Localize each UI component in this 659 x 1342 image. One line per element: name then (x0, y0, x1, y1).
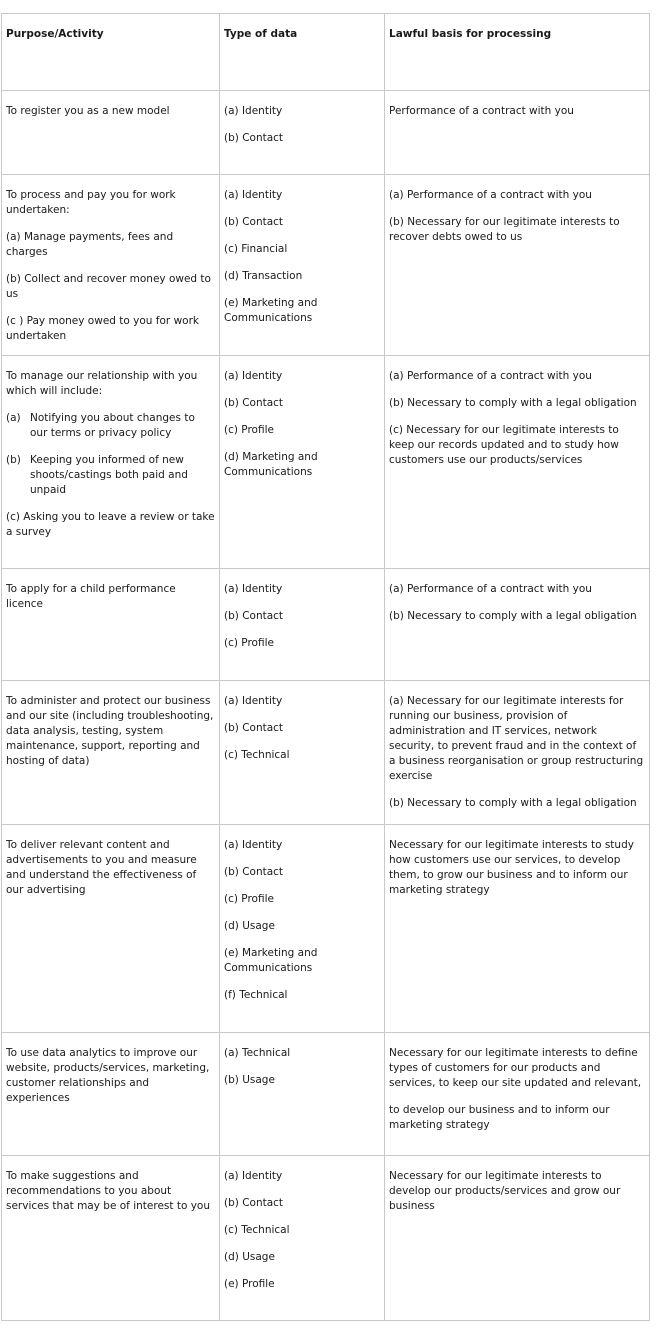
data-type-item: (c) Technical (224, 749, 290, 761)
lawful-basis-cell (385, 1033, 650, 1156)
purpose-text: To apply for a child performance licence (6, 583, 176, 610)
purpose-item: (b) Collect and recover money owed to us (6, 273, 211, 300)
lawful-basis-cell (385, 91, 650, 175)
data-type-item: (c) Profile (224, 637, 274, 649)
purpose-cell (2, 825, 220, 1033)
data-type-item: (c) Financial (224, 243, 288, 255)
purpose-list-marker: (b) (6, 454, 21, 466)
data-type-item: (b) Contact (224, 1197, 284, 1209)
purpose-cell (2, 569, 220, 681)
purpose-cell (2, 681, 220, 825)
purpose-text: To process and pay you for work undertaken: (6, 189, 176, 216)
lawful-basis-item: Necessary for our legitimate interests to define types of customers for our products and services, to keep our site updated and relevant, (389, 1047, 642, 1089)
lawful-basis-cell (385, 681, 650, 825)
lawful-basis-cell (385, 825, 650, 1033)
data-type-item: (d) Marketing and Communications (224, 451, 318, 478)
purpose-item: (c) Asking you to leave a review or take a survey (6, 511, 215, 538)
data-type-item: (b) Contact (224, 216, 284, 228)
table-row (2, 91, 650, 175)
purpose-list-marker: (a) (6, 412, 21, 424)
lawful-basis-item: Necessary for our legitimate interests to develop our products/services and grow our business (389, 1170, 621, 1212)
purpose-cell (2, 1156, 220, 1321)
data-type-item: (a) Identity (224, 839, 283, 851)
data-type-item: (e) Marketing and Communications (224, 947, 318, 974)
table-row (2, 569, 650, 681)
data-type-cell (220, 1033, 385, 1156)
purpose-list-text: Notifying you about changes to our terms or privacy policy (30, 412, 195, 439)
lawful-basis-item: (b) Necessary to comply with a legal obligation (389, 610, 637, 622)
purpose-list-item (6, 411, 215, 441)
data-type-item: (d) Transaction (224, 270, 303, 282)
purpose-text: To make suggestions and recommendations to you about services that may be of interest to you (6, 1170, 211, 1212)
data-type-item: (a) Identity (224, 370, 283, 382)
data-type-item: (b) Contact (224, 866, 284, 878)
data-type-item: (a) Technical (224, 1047, 291, 1059)
purpose-text: To deliver relevant content and advertisements to you and measure and understand the effectiveness of our advertising (6, 839, 197, 896)
header-basis: Lawful basis for processing (385, 14, 650, 91)
data-type-item: (e) Marketing and Communications (224, 297, 318, 324)
data-type-item: (b) Contact (224, 397, 284, 409)
purpose-cell (2, 356, 220, 569)
lawful-basis-item: (a) Performance of a contract with you (389, 189, 592, 201)
lawful-basis-cell (385, 569, 650, 681)
header-row (2, 14, 650, 91)
data-type-item: (f) Technical (224, 989, 288, 1001)
data-type-item: (a) Identity (224, 1170, 283, 1182)
lawful-basis-item: (a) Necessary for our legitimate interests for running our business, provision of administration and IT services, network security, to prevent fraud and in the context of a business reorganisation or group restructuring exercise (389, 695, 644, 782)
purpose-cell (2, 1033, 220, 1156)
purpose-text: To register you as a new model (6, 105, 170, 117)
data-type-item: (d) Usage (224, 1251, 275, 1263)
header-purpose: Purpose/Activity (2, 14, 220, 91)
data-type-cell (220, 91, 385, 175)
data-type-cell (220, 569, 385, 681)
purpose-item: (c ) Pay money owed to you for work undertaken (6, 315, 199, 342)
purpose-text: To administer and protect our business and our site (including troubleshooting, data analysis, testing, system maintenance, support, reporting and hosting of data) (6, 695, 214, 767)
data-type-item: (b) Contact (224, 610, 284, 622)
table-row (2, 175, 650, 356)
lawful-basis-item: (c) Necessary for our legitimate interests to keep our records updated and to study how customers use our products/services (389, 424, 619, 466)
data-type-item: (b) Usage (224, 1074, 275, 1086)
header-type: Type of data (220, 14, 385, 91)
lawful-basis-cell (385, 1156, 650, 1321)
purpose-list-text: Keeping you informed of new shoots/castings both paid and unpaid (30, 454, 188, 496)
lawful-basis-item: (b) Necessary for our legitimate interests to recover debts owed to us (389, 216, 620, 243)
data-type-cell (220, 681, 385, 825)
data-type-cell (220, 356, 385, 569)
data-type-item: (c) Technical (224, 1224, 290, 1236)
purpose-cell (2, 91, 220, 175)
data-type-cell (220, 825, 385, 1033)
data-type-item: (c) Profile (224, 424, 274, 436)
data-type-cell (220, 175, 385, 356)
table-row (2, 356, 650, 569)
purpose-list-item (6, 453, 215, 498)
lawful-basis-cell (385, 356, 650, 569)
data-type-item: (b) Contact (224, 722, 284, 734)
lawful-basis-item: (a) Performance of a contract with you (389, 583, 592, 595)
data-type-item: (e) Profile (224, 1278, 275, 1290)
lawful-basis-item: Necessary for our legitimate interests to study how customers use our services, to develop them, to grow our business and to inform our marketing strategy (389, 839, 634, 896)
data-type-item: (a) Identity (224, 105, 283, 117)
lawful-basis-item: Performance of a contract with you (389, 105, 574, 117)
table-row (2, 825, 650, 1033)
data-type-cell (220, 1156, 385, 1321)
lawful-basis-item: to develop our business and to inform our marketing strategy (389, 1104, 610, 1131)
data-type-item: (a) Identity (224, 695, 283, 707)
lawful-basis-item: (b) Necessary to comply with a legal obligation (389, 797, 637, 809)
lawful-basis-cell (385, 175, 650, 356)
data-type-item: (d) Usage (224, 920, 275, 932)
table-row (2, 1156, 650, 1321)
lawful-basis-item: (a) Performance of a contract with you (389, 370, 592, 382)
data-type-item: (a) Identity (224, 583, 283, 595)
purpose-text: To use data analytics to improve our website, products/services, marketing, customer relationships and experiences (6, 1047, 210, 1104)
table-row (2, 681, 650, 825)
data-type-item: (c) Profile (224, 893, 274, 905)
data-type-item: (a) Identity (224, 189, 283, 201)
data-type-item: (b) Contact (224, 132, 284, 144)
lawful-basis-item: (b) Necessary to comply with a legal obligation (389, 397, 637, 409)
lawful-basis-table (1, 13, 650, 1321)
table-row (2, 1033, 650, 1156)
purpose-text: To manage our relationship with you which will include: (6, 370, 198, 397)
purpose-cell (2, 175, 220, 356)
purpose-item: (a) Manage payments, fees and charges (6, 231, 174, 258)
